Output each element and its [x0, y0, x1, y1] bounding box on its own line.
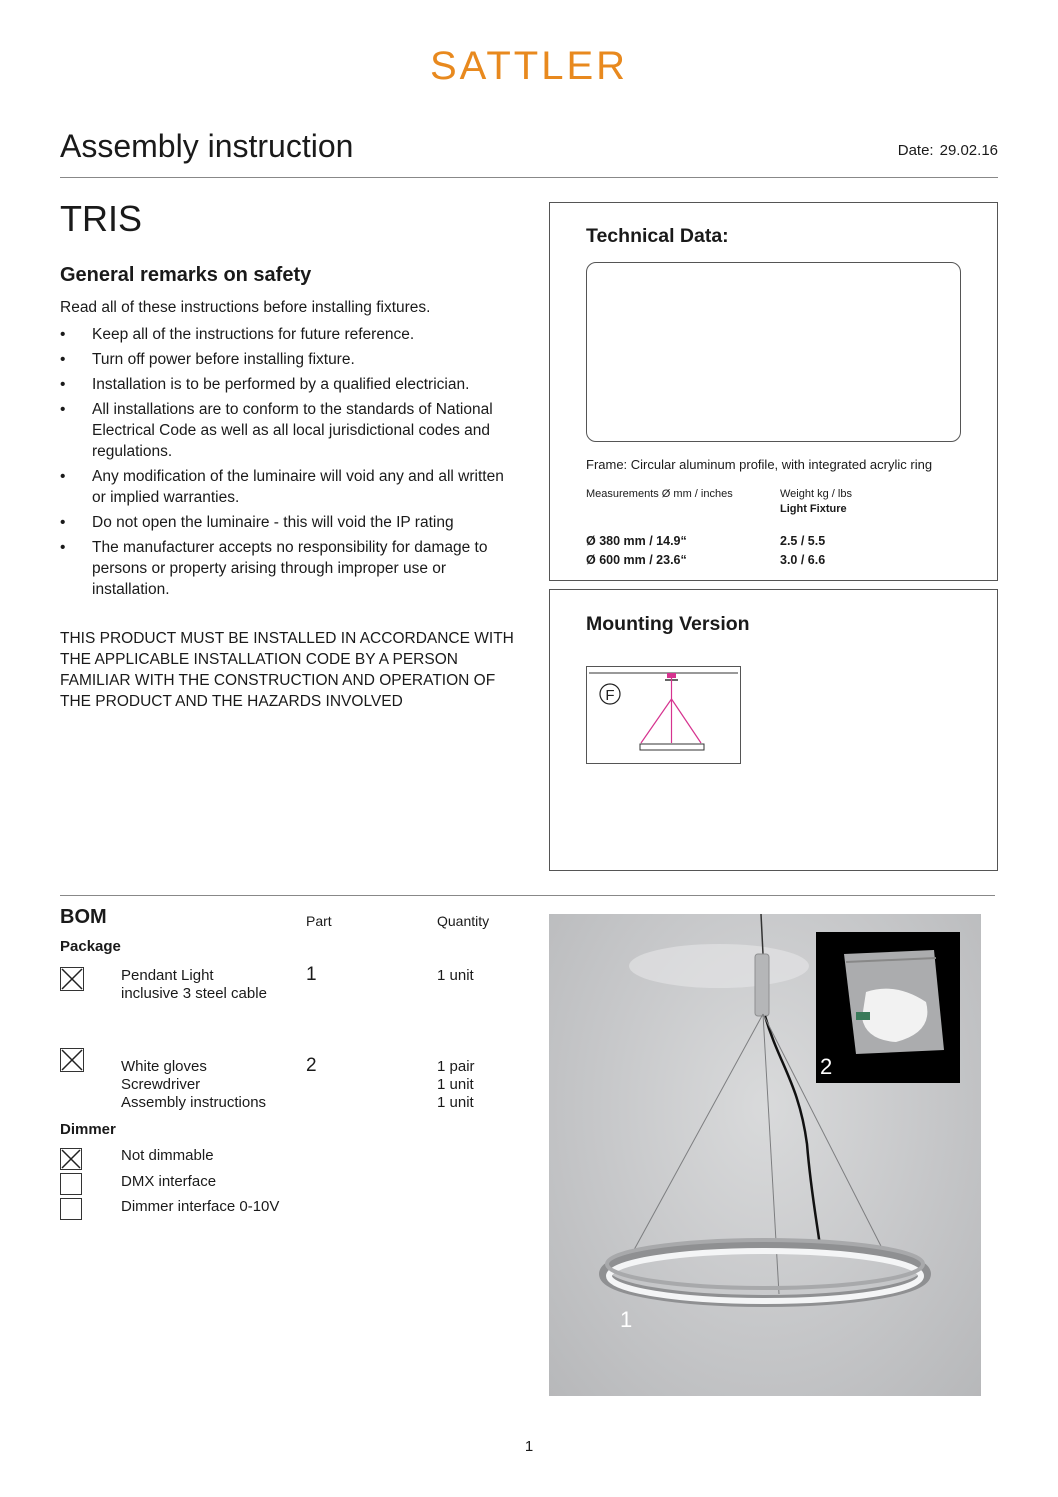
checked-x-icon	[61, 968, 83, 990]
accessories-inset-photo	[816, 932, 960, 1083]
ring-icon	[640, 744, 704, 750]
package-checkbox-2[interactable]	[60, 1048, 84, 1072]
dimmer-option-label: Not dimmable	[121, 1147, 214, 1164]
header-divider	[60, 177, 998, 178]
mounting-diagram	[586, 666, 741, 764]
product-name: TRIS	[60, 198, 143, 239]
safety-intro: Read all of these instructions before installing fixtures.	[60, 299, 431, 316]
quantity-column-header: Quantity	[437, 913, 490, 929]
brand-logo: SATTLER	[429, 44, 629, 88]
bom-quantity: 1 unit	[437, 967, 474, 984]
safety-bullet: Installation is to be performed by a qualified electrician.	[92, 376, 470, 393]
technical-data-heading: Technical Data:	[586, 225, 729, 247]
list-item	[60, 349, 520, 370]
technical-drawing-area	[586, 262, 961, 442]
bom-quantity: 1 unit	[437, 1094, 474, 1111]
bom-item-name: Screwdriver	[121, 1076, 201, 1093]
photo-part-label: 1	[620, 1307, 633, 1332]
list-item	[60, 374, 520, 395]
safety-heading: General remarks on safety	[60, 264, 312, 286]
dimmer-checkbox-not-dimmable[interactable]	[60, 1148, 82, 1170]
list-item	[60, 537, 520, 600]
bom-item-name: Assembly instructions	[121, 1094, 267, 1111]
dimmer-checkbox-0-10v[interactable]	[60, 1198, 82, 1220]
document-title: Assembly instruction	[60, 128, 354, 164]
list-item	[60, 324, 520, 345]
bullet-icon: •	[60, 468, 66, 485]
package-checkbox-1[interactable]	[60, 967, 84, 991]
inset-part-label: 2	[820, 1054, 833, 1079]
weight-subheader: Light Fixture	[780, 503, 847, 515]
date-value: 29.02.16	[939, 142, 998, 159]
list-item	[60, 399, 520, 462]
size-value: Ø 600 mm / 23.6“	[586, 553, 687, 567]
bullet-icon: •	[60, 539, 66, 556]
safety-list	[60, 324, 520, 604]
bullet-icon: •	[60, 376, 66, 393]
frame-description: Frame: Circular aluminum profile, with integrated acrylic ring	[586, 457, 933, 472]
bom-item-name: White gloves	[121, 1058, 207, 1075]
list-item	[60, 512, 520, 533]
bom-title: BOM	[60, 906, 107, 928]
mounting-version-heading: Mounting Version	[586, 613, 750, 635]
bom-item-name: Pendant Light	[121, 967, 214, 984]
checked-x-icon	[61, 1049, 83, 1071]
dimmer-option-label: Dimmer interface 0-10V	[121, 1198, 280, 1215]
installation-warning: THIS PRODUCT MUST BE INSTALLED IN ACCORDANCE WITH THE APPLICABLE INSTALLATION CODE BY A PERSON FAMILIAR WITH THE CONSTRUCTION AND OPERATION OF THE PRODUCT AND THE HAZARDS INVOLVED	[60, 630, 514, 710]
list-item	[60, 466, 520, 508]
safety-bullet: The manufacturer accepts no responsibility for damage to persons or property arising through improper use or installation.	[92, 539, 488, 598]
dimmer-section-label: Dimmer	[60, 1121, 116, 1138]
weight-header: Weight kg / lbs	[780, 488, 852, 500]
bullet-icon: •	[60, 401, 66, 418]
dimmer-option-label: DMX interface	[121, 1173, 217, 1190]
ceiling-canopy-icon	[667, 673, 676, 678]
package-section-label: Package	[60, 938, 121, 955]
bullet-icon: •	[60, 351, 66, 368]
date	[898, 142, 998, 159]
accessory-bag-illustration	[816, 932, 960, 1083]
measurements-header: Measurements Ø mm / inches	[586, 488, 733, 500]
safety-bullet: Any modification of the luminaire will void any and all written or implied warranties.	[92, 468, 504, 506]
size-value: Ø 380 mm / 14.9“	[586, 534, 687, 548]
checked-x-icon	[61, 1149, 81, 1169]
bullet-icon: •	[60, 326, 66, 343]
weight-value: 3.0 / 6.6	[780, 553, 826, 567]
bom-part-number: 1	[306, 964, 317, 985]
safety-bullet: Keep all of the instructions for future reference.	[92, 326, 415, 343]
dimmer-checkbox-dmx[interactable]	[60, 1173, 82, 1195]
weight-value: 2.5 / 5.5	[780, 534, 826, 548]
safety-bullet: Turn off power before installing fixture.	[92, 351, 355, 368]
bom-quantity: 1 pair	[437, 1058, 475, 1075]
bullet-icon: •	[60, 514, 66, 531]
bom-item-detail: inclusive 3 steel cable	[121, 985, 267, 1002]
bom-divider	[60, 895, 995, 896]
mounting-marker: F	[605, 687, 615, 704]
bom-part-number: 2	[306, 1055, 317, 1076]
safety-bullet: All installations are to conform to the standards of National Electrical Code as well as all local jurisdictional codes and regulations.	[92, 401, 493, 460]
pendant-mount-diagram	[587, 667, 740, 763]
bom-quantity: 1 unit	[437, 1076, 474, 1093]
date-label: Date:	[897, 142, 934, 159]
page-number: 1	[524, 1438, 534, 1455]
part-column-header: Part	[306, 913, 332, 929]
safety-bullet: Do not open the luminaire - this will void the IP rating	[92, 514, 454, 531]
